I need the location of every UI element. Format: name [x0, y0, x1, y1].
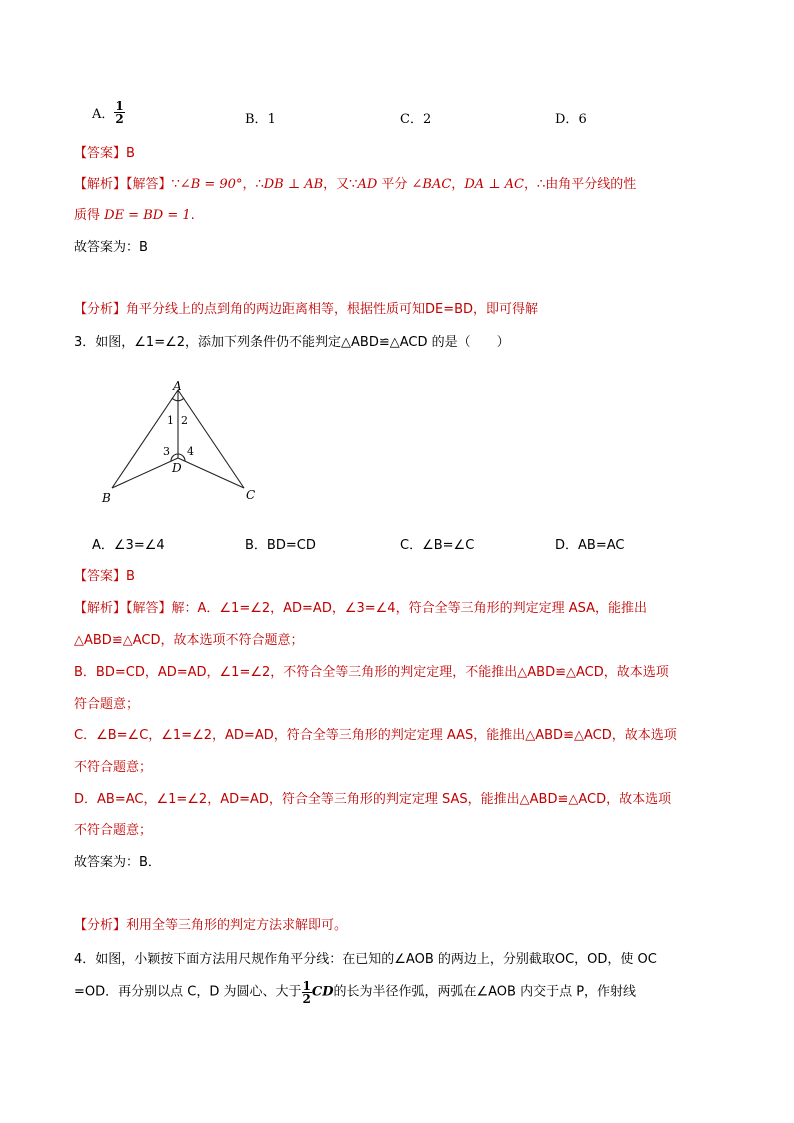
q3-figure	[96, 378, 266, 506]
q3-question: 3．如图，∠1=∠2，添加下列条件仍不能判定△ABD≌△ACD 的是（ ）	[74, 335, 510, 350]
q2-analysis-prefix: 【解析】【解答】	[74, 177, 172, 192]
q4-line2-text-b: 的长为半径作弧，两弧在∠AOB 内交于点 P，作射线	[333, 984, 637, 1000]
q3-option-b: B．BD=CD	[245, 538, 316, 553]
angle-4-label: 4	[187, 445, 194, 458]
q3-analysis-line-4: 符合题意；	[74, 697, 140, 712]
q2-conclusion: 故答案为：B	[74, 240, 148, 255]
q4-question-line2	[74, 980, 636, 1005]
q3-answer: 【答案】B	[74, 569, 135, 584]
q3-analysis-line-7: D．AB=AC，∠1=∠2，AD=AD，符合全等三角形的判定定理 SAS，能推出△ABD≌△ACD，故本选项	[74, 792, 672, 807]
q2-analysis-line1	[74, 176, 636, 194]
q4-line2-cd: CD	[311, 984, 334, 1000]
q2-analysis-math-2: DB ⊥ AB	[263, 177, 324, 192]
q2-option-b-value: 1	[267, 112, 276, 127]
q2-analysis-math-5: DA ⊥ AC	[464, 177, 524, 192]
q3-analysis-line-8: 不符合题意；	[74, 823, 153, 838]
q2-analysis-math-3: AD	[357, 177, 378, 192]
q2-option-a-denominator: 2	[115, 112, 124, 126]
q2-analysis-math-4: ∠BAC	[411, 177, 452, 192]
q2-option-b-letter: B．	[245, 112, 268, 127]
q2-option-a	[92, 100, 125, 125]
q2-answer: 【答案】B	[74, 146, 135, 161]
q4-fraction-numerator: 1	[302, 979, 311, 993]
angle-3-label: 3	[163, 445, 170, 458]
q2-option-b	[245, 108, 276, 127]
q2-option-d-letter: D．	[555, 112, 579, 127]
q2-analysis-math-1: ∠B = 90°	[179, 177, 243, 192]
q2-analysis-line2	[74, 207, 195, 225]
q2-option-d	[555, 108, 587, 127]
q3-analysis-line-1: 【解析】【解答】解：A．∠1=∠2，AD=AD，∠3=∠4，符合全等三角形的判定定理 ASA，能推出	[74, 601, 647, 616]
angle-2-label: 2	[181, 414, 188, 427]
vertex-c-label: C	[246, 488, 256, 502]
q2-analysis-text-5: ，	[451, 177, 465, 192]
q2-fenxi: 【分析】角平分线上的点到角的两边距离相等，根据性质可知DE=BD，即可得解	[74, 302, 539, 317]
q3-conclusion: 故答案为：B．	[74, 855, 161, 870]
q2-analysis-text-2: ，∴	[242, 177, 264, 192]
q3-analysis-line-2: △ABD≌△ACD，故本选项不符合题意；	[74, 633, 304, 648]
vertex-d-label: D	[172, 461, 182, 475]
q4-fraction	[302, 980, 312, 1005]
q2-analysis-text-6: ，∴由角平分线的性	[523, 177, 637, 192]
q3-fenxi: 【分析】利用全等三角形的判定方法求解即可。	[74, 918, 348, 933]
q3-option-d: D．AB=AC	[555, 538, 625, 553]
q3-analysis-line-6: 不符合题意；	[74, 760, 153, 775]
q2-option-c-value: 2	[422, 112, 432, 127]
q2-option-c-letter: C．	[400, 112, 423, 127]
q3-option-c: C．∠B=∠C	[400, 538, 475, 553]
q3-analysis-line-3: B．BD=CD，AD=AD，∠1=∠2，不符合全等三角形的判定定理，不能推出△ABD≌△ACD，故本选项	[74, 665, 669, 680]
q4-line2-text-a: =OD．再分别以点 C，D 为圆心、大于	[74, 984, 302, 1000]
q2-option-a-numerator: 1	[115, 99, 124, 113]
q2-option-c	[400, 108, 431, 127]
q2-analysis-text-1: ∵	[171, 177, 180, 192]
q2-analysis-text-4: 平分	[377, 177, 412, 192]
q4-fraction-denominator: 2	[302, 992, 311, 1006]
q2-analysis-text-3: ，又∵	[323, 177, 358, 192]
q4-question-line1: 4．如图，小颖按下面方法用尺规作角平分线：在已知的∠AOB 的两边上，分别截取OC，OD，使 OC	[74, 952, 657, 967]
q2-option-d-value: 6	[578, 112, 587, 127]
q3-analysis-line-5: C．∠B=∠C，∠1=∠2，AD=AD，符合全等三角形的判定定理 AAS，能推出△ABD≌△ACD，故本选项	[74, 728, 677, 743]
q2-analysis-line2-text-2: .	[190, 208, 195, 223]
angle-1-label: 1	[167, 414, 174, 427]
q3-option-a: A．∠3=∠4	[92, 538, 165, 553]
q2-analysis-line2-text-1: 质得	[74, 208, 105, 223]
q2-option-a-fraction	[114, 100, 124, 125]
vertex-a-label: A	[173, 379, 182, 393]
vertex-b-label: B	[102, 491, 111, 505]
q2-analysis-line2-math: DE = BD = 1	[104, 208, 191, 223]
q2-option-a-letter: A．	[92, 107, 115, 122]
